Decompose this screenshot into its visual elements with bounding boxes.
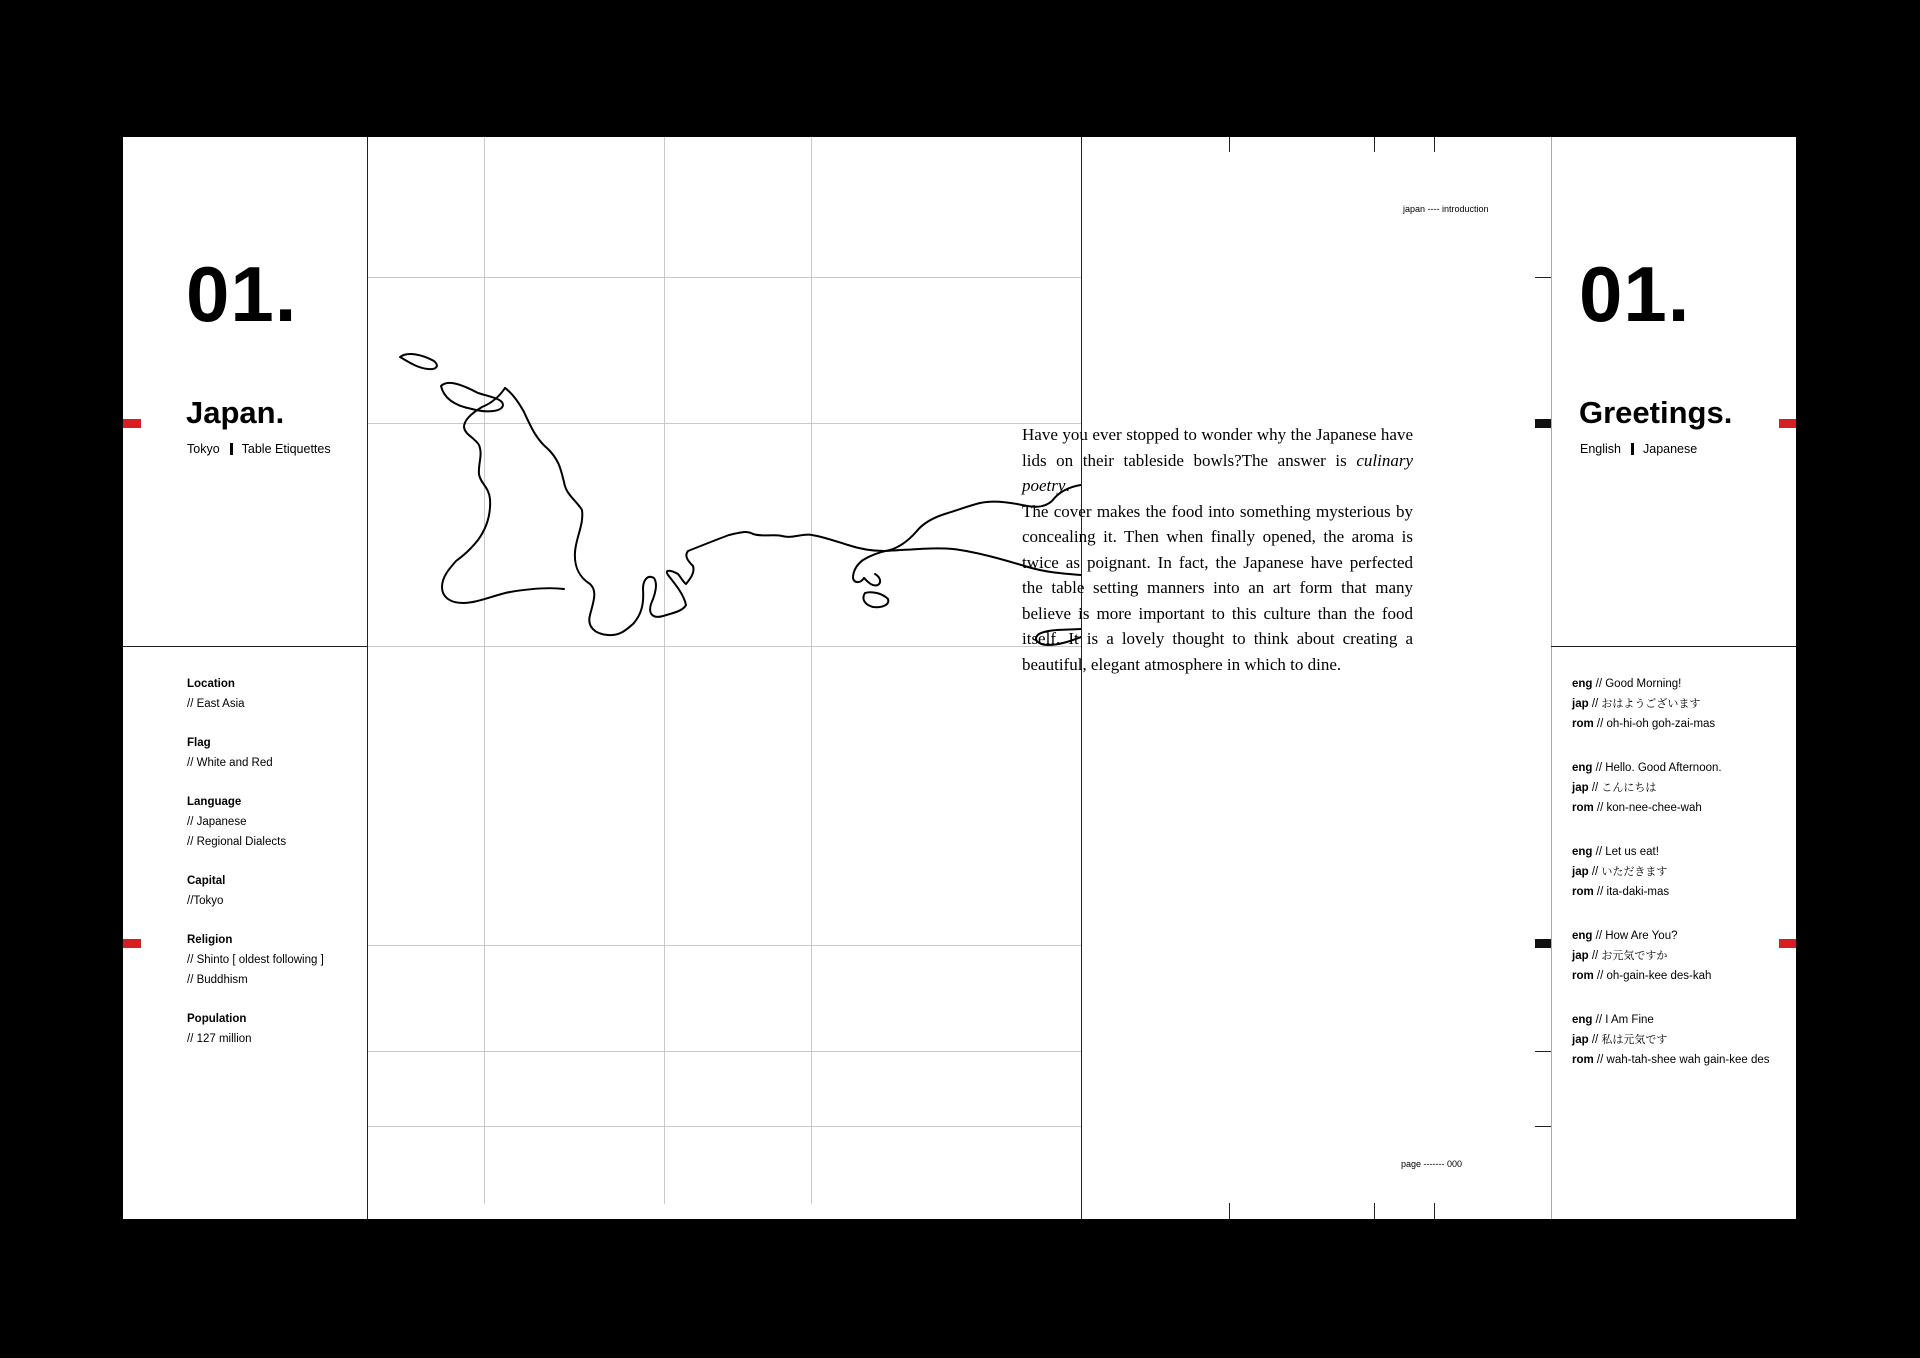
- rom-label: rom: [1572, 970, 1594, 982]
- rom-label: rom: [1572, 1054, 1594, 1066]
- greeting-jap: お元気ですか: [1601, 949, 1668, 962]
- sep: //: [1592, 762, 1606, 774]
- greeting-rom: oh-hi-oh goh-zai-mas: [1606, 718, 1716, 730]
- fact-language: [187, 792, 324, 852]
- sep: //: [1593, 1054, 1607, 1066]
- fact-line: // 127 million: [187, 1033, 252, 1045]
- fact-heading: Population: [187, 1013, 247, 1025]
- sep: //: [1593, 970, 1607, 982]
- fact-heading: Capital: [187, 875, 226, 887]
- fact-heading: Religion: [187, 934, 233, 946]
- greeting-jap: 私は元気です: [1601, 1033, 1668, 1046]
- greeting-item: [1572, 1010, 1770, 1070]
- red-marker-top-right: [1779, 419, 1796, 428]
- greeting-eng: Good Morning!: [1605, 678, 1682, 690]
- subtitle-city: Tokyo: [187, 442, 220, 456]
- intro-body-text: [1022, 422, 1413, 677]
- sep: //: [1588, 950, 1602, 962]
- section-number: 01.: [186, 250, 298, 338]
- fact-population: [187, 1009, 324, 1049]
- sep: //: [1588, 1034, 1602, 1046]
- greeting-jap: おはようございます: [1601, 697, 1701, 710]
- country-facts: [187, 674, 324, 1068]
- fact-heading: Location: [187, 678, 235, 690]
- greeting-jap: こんにちは: [1601, 781, 1657, 794]
- red-marker-bottom-left: [123, 939, 141, 948]
- subtitle-separator: [1631, 443, 1634, 455]
- fact-flag: [187, 733, 324, 773]
- jap-label: jap: [1572, 698, 1589, 710]
- greeting-eng: I Am Fine: [1605, 1014, 1654, 1026]
- running-header: japan ---- introduction: [1403, 204, 1489, 214]
- sep: //: [1593, 886, 1607, 898]
- sep: //: [1592, 1014, 1606, 1026]
- greeting-rom: oh-gain-kee des-kah: [1606, 970, 1712, 982]
- sep: //: [1592, 930, 1606, 942]
- sep: //: [1593, 802, 1607, 814]
- fact-heading: Language: [187, 796, 242, 808]
- section-subtitle: [187, 443, 331, 456]
- greeting-item: [1572, 926, 1770, 986]
- right-column-divider: [1551, 137, 1552, 1219]
- right-section-divider: [1551, 646, 1796, 647]
- rom-label: rom: [1572, 718, 1594, 730]
- greetings-list: [1572, 674, 1770, 1094]
- eng-label: eng: [1572, 930, 1593, 942]
- red-marker-top-left: [123, 419, 141, 428]
- fact-line: // Japanese: [187, 816, 247, 828]
- greeting-item: [1572, 842, 1770, 902]
- spine-divider: [1081, 137, 1082, 1219]
- greeting-rom: ita-daki-mas: [1606, 886, 1670, 898]
- body-paragraph: The cover makes the food into something mysterious by concealing it. Then when finally opened, the aroma is twice as poignant. In fact, the Japanese have perfected the table setting manners into an art form that many believe is more important to this culture than the food itself. It is a lovely thought to think about creating a beautiful, elegant atmosphere in which to dine.: [1022, 501, 1413, 674]
- greetings-title: Greetings.: [1579, 395, 1733, 430]
- red-marker-bottom-right: [1779, 939, 1796, 948]
- jap-label: jap: [1572, 782, 1589, 794]
- sep: //: [1588, 698, 1602, 710]
- sep: //: [1593, 718, 1607, 730]
- fact-line: // White and Red: [187, 757, 273, 769]
- fact-line: // Buddhism: [187, 974, 248, 986]
- subtitle-japanese: Japanese: [1643, 442, 1698, 456]
- greeting-eng: Let us eat!: [1605, 846, 1659, 858]
- greeting-rom: kon-nee-chee-wah: [1606, 802, 1702, 814]
- greetings-number: 01.: [1579, 250, 1691, 338]
- sep: //: [1592, 846, 1606, 858]
- greeting-item: [1572, 758, 1770, 818]
- fact-religion: [187, 930, 324, 990]
- sep: //: [1588, 782, 1602, 794]
- body-period: .: [1065, 476, 1070, 495]
- greeting-rom: wah-tah-shee wah gain-kee des: [1606, 1054, 1770, 1066]
- rom-label: rom: [1572, 886, 1594, 898]
- fact-heading: Flag: [187, 737, 211, 749]
- eng-label: eng: [1572, 678, 1593, 690]
- fact-location: [187, 674, 324, 714]
- left-section-divider: [123, 646, 368, 647]
- jap-label: jap: [1572, 950, 1589, 962]
- greeting-jap: いただきます: [1601, 865, 1668, 878]
- section-title: Japan.: [186, 395, 285, 430]
- subtitle-separator: [230, 443, 233, 455]
- sep: //: [1588, 866, 1602, 878]
- greeting-eng: How Are You?: [1605, 930, 1678, 942]
- fact-line: //Tokyo: [187, 895, 224, 907]
- body-intro: Have you ever stopped to wonder why the Japanese have lids on their tableside bowls?The answer is: [1022, 425, 1413, 470]
- greeting-item: [1572, 674, 1770, 734]
- subtitle-topic: Table Etiquettes: [241, 442, 331, 456]
- eng-label: eng: [1572, 762, 1593, 774]
- japan-map-icon: [368, 137, 1081, 657]
- rom-label: rom: [1572, 802, 1594, 814]
- eng-label: eng: [1572, 1014, 1593, 1026]
- page-footer: page ------- 000: [1401, 1159, 1463, 1169]
- fact-line: // Regional Dialects: [187, 836, 287, 848]
- jap-label: jap: [1572, 1034, 1589, 1046]
- greeting-eng: Hello. Good Afternoon.: [1605, 762, 1722, 774]
- greetings-subtitle: [1580, 443, 1697, 456]
- sep: //: [1592, 678, 1606, 690]
- fact-line: // Shinto [ oldest following ]: [187, 954, 324, 966]
- eng-label: eng: [1572, 846, 1593, 858]
- jap-label: jap: [1572, 866, 1589, 878]
- fact-capital: [187, 871, 324, 911]
- fact-line: // East Asia: [187, 698, 245, 710]
- body-italic-phrase: culinary poetry: [1022, 450, 1413, 495]
- black-marker-bottom: [1535, 939, 1551, 948]
- subtitle-english: English: [1580, 442, 1621, 456]
- magazine-spread: [123, 137, 1796, 1219]
- black-marker-top: [1535, 419, 1551, 428]
